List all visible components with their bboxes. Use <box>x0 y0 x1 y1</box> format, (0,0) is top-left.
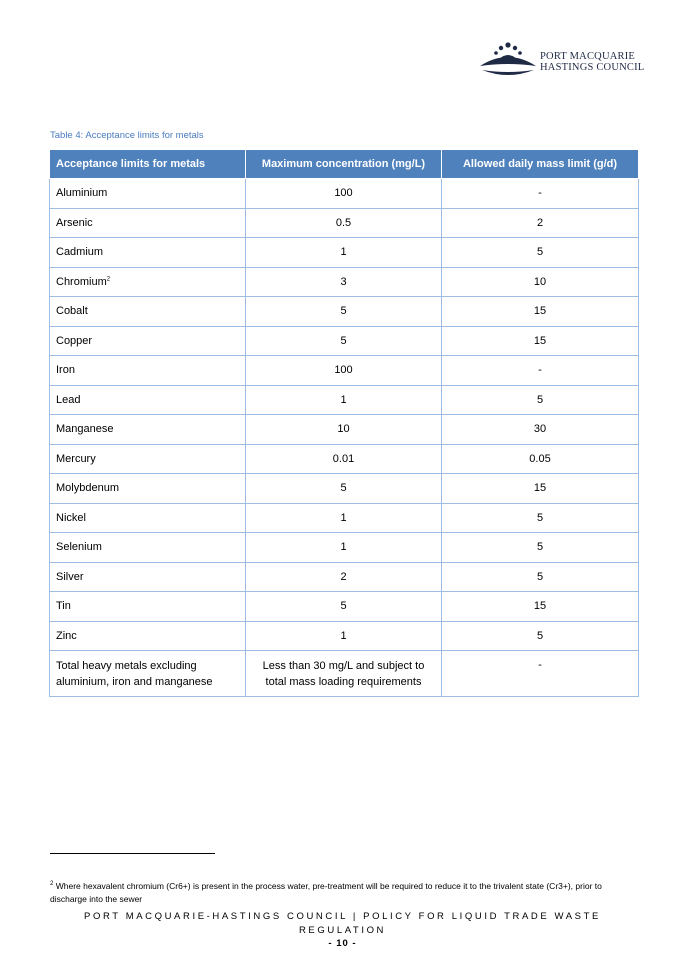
max-concentration: 100 <box>246 179 442 209</box>
metal-name: Iron <box>50 356 246 386</box>
metal-name: Cadmium <box>50 238 246 268</box>
daily-mass-limit: 15 <box>442 592 639 622</box>
table-row <box>50 444 639 474</box>
max-concentration: 0.5 <box>246 208 442 238</box>
column-header: Acceptance limits for metals <box>50 150 246 179</box>
max-concentration: Less than 30 mg/L and subject to total mass loading requirements <box>246 651 442 697</box>
metal-name: Nickel <box>50 503 246 533</box>
max-concentration: 5 <box>246 592 442 622</box>
max-concentration: 5 <box>246 326 442 356</box>
max-concentration: 1 <box>246 238 442 268</box>
table-row <box>50 297 639 327</box>
daily-mass-limit: 0.05 <box>442 444 639 474</box>
page-footer: PORT MACQUARIE-HASTINGS COUNCIL | POLICY FOR LIQUID TRADE WASTE REGULATION <box>84 911 601 936</box>
metal-name: Lead <box>50 385 246 415</box>
max-concentration: 3 <box>246 267 442 297</box>
metal-name: Manganese <box>50 415 246 445</box>
max-concentration: 100 <box>246 356 442 386</box>
daily-mass-limit: - <box>442 651 639 697</box>
metal-name: Cobalt <box>50 297 246 327</box>
metal-name: Total heavy metals excluding aluminium, iron and manganese <box>50 651 246 697</box>
table-row-total <box>50 651 639 697</box>
metal-name: Molybdenum <box>50 474 246 504</box>
footnote-divider <box>50 853 215 854</box>
council-logo-icon <box>478 40 538 80</box>
daily-mass-limit: 5 <box>442 503 639 533</box>
metal-name: Tin <box>50 592 246 622</box>
table-header-row <box>50 150 639 179</box>
table-row <box>50 415 639 445</box>
table-row <box>50 592 639 622</box>
page-number: - 10 - <box>328 938 357 949</box>
daily-mass-limit: - <box>442 356 639 386</box>
metal-name: Copper <box>50 326 246 356</box>
daily-mass-limit: - <box>442 179 639 209</box>
table-row <box>50 326 639 356</box>
daily-mass-limit: 5 <box>442 238 639 268</box>
footnote-marker: 2 <box>50 881 54 887</box>
table-row <box>50 179 639 209</box>
footnote <box>50 878 630 906</box>
logo-line-1: PORT MACQUARIE <box>540 51 636 62</box>
table-row <box>50 621 639 651</box>
daily-mass-limit: 15 <box>442 326 639 356</box>
max-concentration: 1 <box>246 385 442 415</box>
metal-name: Chromium <box>56 275 107 288</box>
column-header: Maximum concentration (mg/L) <box>246 150 442 179</box>
metal-name: Silver <box>50 562 246 592</box>
daily-mass-limit: 5 <box>442 385 639 415</box>
table-row <box>50 356 639 386</box>
daily-mass-limit: 10 <box>442 267 639 297</box>
metal-name: Arsenic <box>50 208 246 238</box>
max-concentration: 5 <box>246 474 442 504</box>
table-row <box>50 533 639 563</box>
metal-name-cell <box>50 267 246 297</box>
table-row <box>50 385 639 415</box>
table-row <box>50 503 639 533</box>
daily-mass-limit: 5 <box>442 562 639 592</box>
daily-mass-limit: 30 <box>442 415 639 445</box>
max-concentration: 5 <box>246 297 442 327</box>
council-logo <box>478 40 648 80</box>
daily-mass-limit: 5 <box>442 621 639 651</box>
metal-name: Zinc <box>50 621 246 651</box>
footnote-text: Where hexavalent chromium (Cr6+) is present in the process water, pre-treatment will be required to reduce it to the trivalent state (Cr3+), prior to discharge into the sewer <box>50 880 602 904</box>
daily-mass-limit: 2 <box>442 208 639 238</box>
max-concentration: 2 <box>246 562 442 592</box>
max-concentration: 0.01 <box>246 444 442 474</box>
max-concentration: 1 <box>246 621 442 651</box>
table-row <box>50 562 639 592</box>
table-row <box>50 474 639 504</box>
daily-mass-limit: 15 <box>442 297 639 327</box>
metal-name: Selenium <box>50 533 246 563</box>
metal-name: Aluminium <box>50 179 246 209</box>
metals-acceptance-table <box>49 149 639 697</box>
table-row <box>50 238 639 268</box>
max-concentration: 1 <box>246 533 442 563</box>
footnote-ref: 2 <box>106 276 111 283</box>
table-row <box>50 208 639 238</box>
max-concentration: 10 <box>246 415 442 445</box>
daily-mass-limit: 15 <box>442 474 639 504</box>
logo-line-2: HASTINGS COUNCIL <box>540 62 645 73</box>
metal-name: Mercury <box>50 444 246 474</box>
column-header: Allowed daily mass limit (g/d) <box>442 150 639 179</box>
daily-mass-limit: 5 <box>442 533 639 563</box>
table-row <box>50 267 639 297</box>
table-caption: Table 4: Acceptance limits for metals <box>50 130 204 141</box>
max-concentration: 1 <box>246 503 442 533</box>
